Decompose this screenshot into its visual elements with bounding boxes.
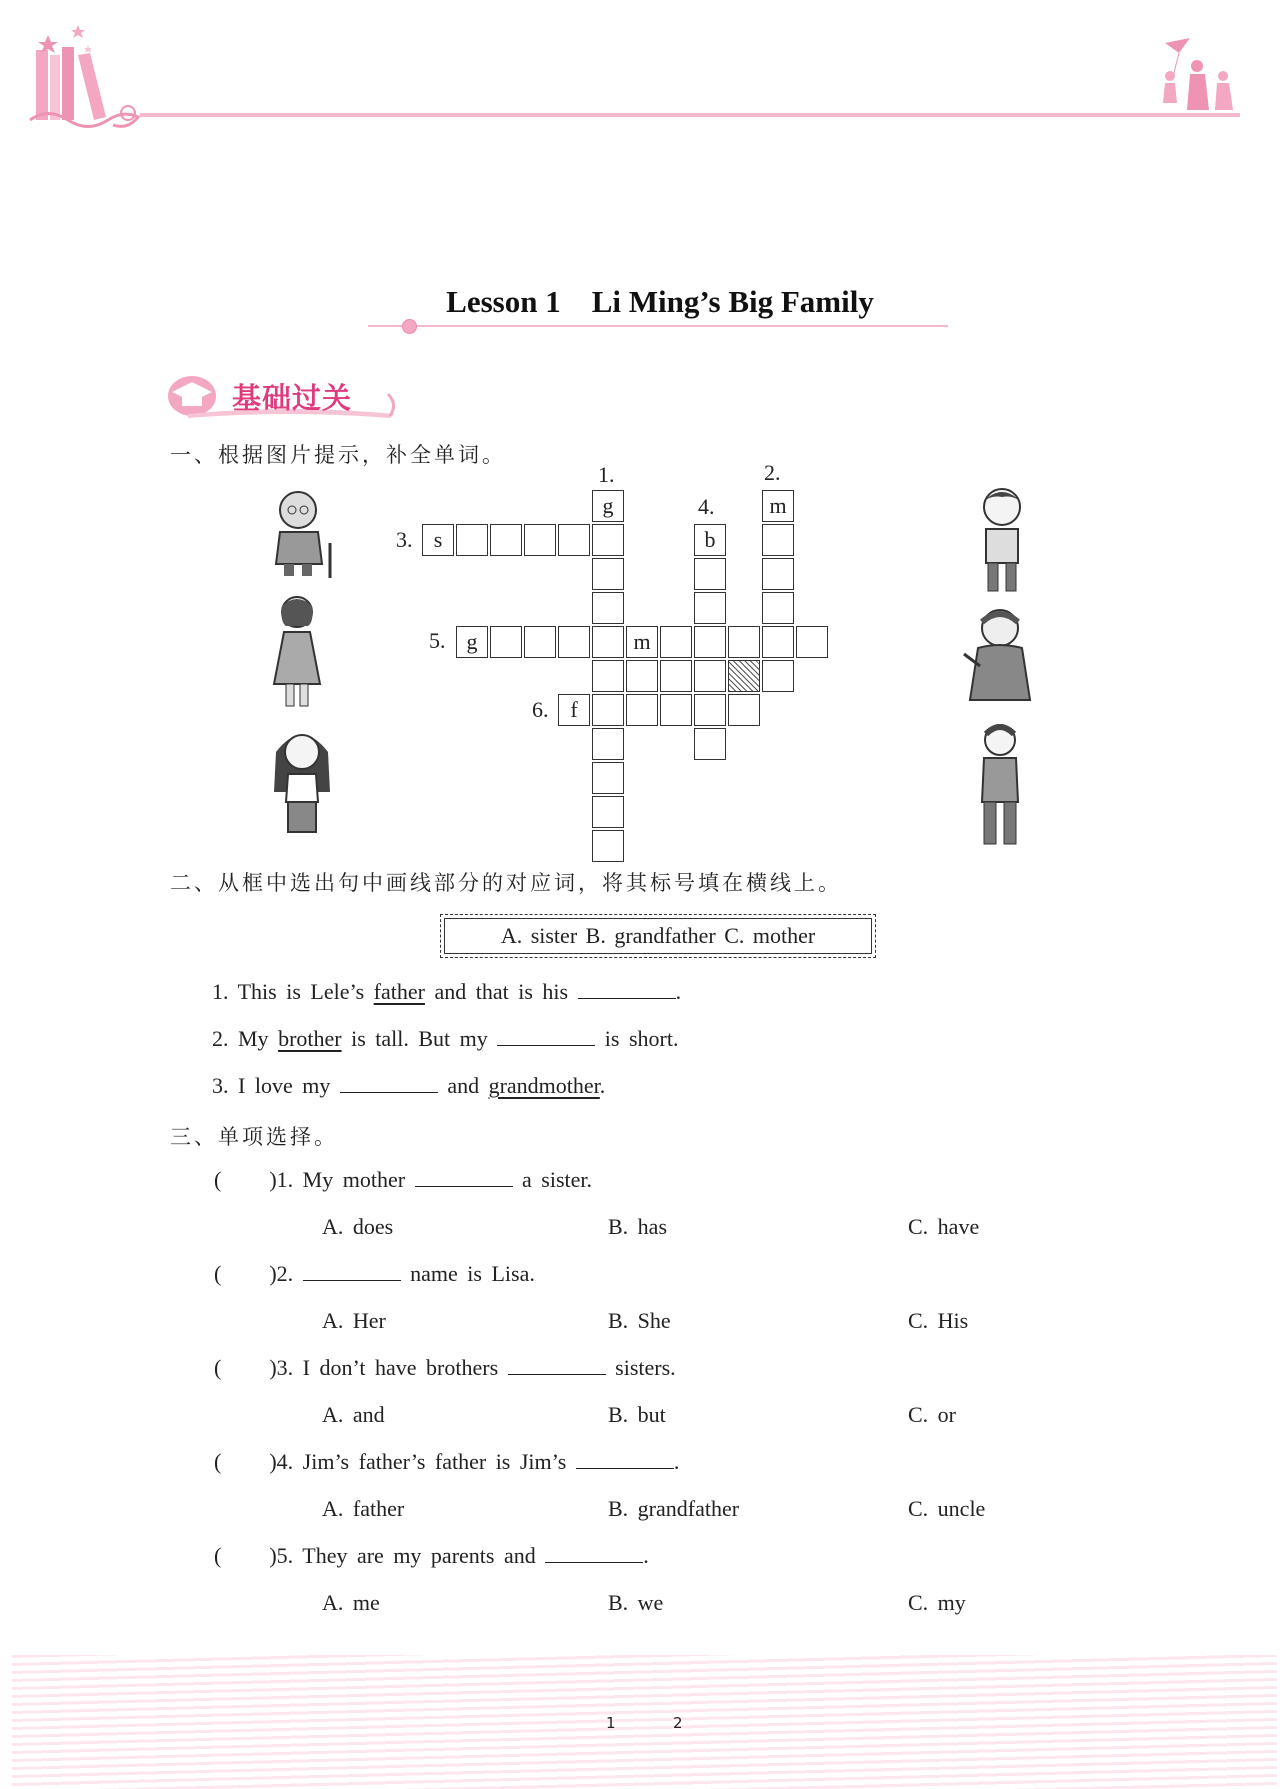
crossword-cell[interactable] — [592, 626, 624, 658]
crossword-cell[interactable]: g — [592, 490, 624, 522]
crossword-cell[interactable] — [762, 524, 794, 556]
clue-number-3: 3. — [396, 527, 413, 552]
crossword-cell[interactable] — [558, 524, 590, 556]
shaded-cell — [728, 660, 760, 692]
boy-figure-icon — [972, 485, 1032, 595]
answer-blank[interactable] — [415, 1168, 513, 1187]
question-stem: )2. — [269, 1261, 294, 1286]
answer-blank[interactable] — [497, 1027, 595, 1046]
books-logo-icon — [28, 25, 158, 135]
option-A[interactable]: A. me — [322, 1590, 380, 1615]
clue-number-2: 2. — [764, 460, 781, 485]
answer-paren[interactable]: ( — [214, 1355, 222, 1380]
crossword-cell[interactable] — [762, 626, 794, 658]
crossword-cell[interactable] — [660, 626, 692, 658]
answer-paren[interactable]: ( — [214, 1167, 222, 1192]
underlined-word: father — [373, 979, 425, 1004]
crossword-cell[interactable] — [694, 660, 726, 692]
footer-band — [12, 1655, 1277, 1789]
answer-blank[interactable] — [576, 1450, 674, 1469]
crossword-cell[interactable] — [558, 626, 590, 658]
crossword-cell[interactable] — [660, 660, 692, 692]
crossword-cell[interactable] — [524, 626, 556, 658]
crossword-cell[interactable] — [592, 558, 624, 590]
girl-figure-icon — [266, 722, 338, 840]
crossword-cell[interactable] — [592, 762, 624, 794]
answer-blank[interactable] — [340, 1074, 438, 1093]
crossword-cell[interactable] — [490, 524, 522, 556]
mcq-question-3: ( )3. I don’t have brothers sisters. — [214, 1355, 676, 1380]
clue-number-5: 5. — [429, 628, 446, 653]
option-B[interactable]: B. has — [608, 1214, 667, 1239]
mcq-question-5: ( )5. They are my parents and . — [214, 1543, 649, 1568]
mcq-question-4: ( )4. Jim’s father’s father is Jim’s . — [214, 1449, 680, 1474]
crossword-cell[interactable] — [694, 592, 726, 624]
p2-sentence-3: 3. I love my and grandmother. — [212, 1073, 606, 1098]
crossword-cell[interactable] — [694, 558, 726, 590]
part2-heading: 二、从框中选出句中画线部分的对应词，将其标号填在横线上。 — [170, 871, 842, 895]
option-C[interactable]: C. have — [908, 1214, 980, 1239]
crossword-cell[interactable] — [660, 694, 692, 726]
crossword-cell[interactable] — [592, 694, 624, 726]
p2-sentence-2: 2. My brother is tall. But my is short. — [212, 1026, 679, 1051]
crossword-cell[interactable] — [762, 660, 794, 692]
crossword-cell[interactable] — [592, 660, 624, 692]
crossword-cell[interactable] — [694, 694, 726, 726]
page-title: Lesson 1 Li Ming’s Big Family — [446, 284, 874, 319]
question-stem: )1. My mother — [269, 1167, 406, 1192]
clue-number-4: 4. — [698, 494, 715, 519]
mcq-question-1: ( )1. My mother a sister. — [214, 1167, 593, 1192]
clue-number-6: 6. — [532, 697, 549, 722]
crossword-cell[interactable] — [592, 524, 624, 556]
answer-paren[interactable]: ( — [214, 1543, 222, 1568]
crossword-cell[interactable] — [592, 830, 624, 862]
crossword-cell[interactable]: b — [694, 524, 726, 556]
crossword-cell[interactable] — [728, 626, 760, 658]
crossword-cell[interactable]: g — [456, 626, 488, 658]
crossword-cell[interactable] — [626, 660, 658, 692]
answer-paren[interactable]: ( — [214, 1261, 222, 1286]
option-B[interactable]: B. She — [608, 1308, 671, 1333]
section-title: 基础过关 — [232, 381, 353, 415]
answer-blank[interactable] — [508, 1356, 606, 1375]
question-stem: )3. I don’t have brothers — [269, 1355, 499, 1380]
part1-heading: 一、根据图片提示，补全单词。 — [170, 443, 506, 467]
crossword-cell[interactable] — [592, 796, 624, 828]
options-box: A. sister B. grandfather C. mother — [440, 914, 876, 958]
crossword-cell[interactable] — [490, 626, 522, 658]
crossword-cell[interactable] — [728, 694, 760, 726]
children-kite-icon — [1155, 38, 1245, 118]
underlined-word: grandmother — [488, 1073, 600, 1098]
question-stem: )5. They are my parents and — [269, 1543, 536, 1568]
crossword-cell[interactable] — [592, 592, 624, 624]
option-C[interactable]: C. uncle — [908, 1496, 986, 1521]
underlined-word: brother — [278, 1026, 342, 1051]
option-B[interactable]: B. we — [608, 1590, 664, 1615]
crossword-cell[interactable]: f — [558, 694, 590, 726]
man-figure-icon — [972, 720, 1028, 850]
crossword-cell[interactable] — [456, 524, 488, 556]
option-A[interactable]: A. father — [322, 1496, 405, 1521]
option-A[interactable]: A. and — [322, 1402, 385, 1427]
part3-heading: 三、单项选择。 — [170, 1125, 338, 1149]
answer-blank[interactable] — [545, 1544, 643, 1563]
answer-blank[interactable] — [303, 1262, 401, 1281]
crossword-cell[interactable] — [796, 626, 828, 658]
crossword-cell[interactable]: m — [626, 626, 658, 658]
clue-number-1: 1. — [598, 462, 615, 487]
option-C[interactable]: C. or — [908, 1402, 956, 1427]
p2-sentence-1: 1. This is Lele’s father and that is his . — [212, 979, 682, 1004]
grandma-figure-icon — [958, 604, 1038, 704]
crossword-cell[interactable]: m — [762, 490, 794, 522]
page-number-left: 1 — [606, 1714, 616, 1732]
crossword-cell[interactable]: s — [422, 524, 454, 556]
header-rule — [140, 113, 1240, 117]
crossword-cell[interactable] — [762, 558, 794, 590]
title-underline — [368, 325, 948, 327]
title-dot — [402, 319, 417, 334]
mcq-question-2: ( )2. name is Lisa. — [214, 1261, 535, 1286]
page-number-right: 2 — [673, 1714, 683, 1732]
crossword-cell[interactable] — [524, 524, 556, 556]
crossword-cell[interactable] — [694, 728, 726, 760]
crossword-cell[interactable] — [762, 592, 794, 624]
option-A[interactable]: A. Her — [322, 1308, 386, 1333]
question-stem: )4. Jim’s father’s father is Jim’s — [269, 1449, 567, 1474]
crossword-cell[interactable] — [626, 694, 658, 726]
option-C[interactable]: C. my — [908, 1590, 966, 1615]
answer-blank[interactable] — [578, 980, 676, 999]
option-B[interactable]: B. grandfather — [608, 1496, 740, 1521]
woman-figure-icon — [262, 592, 332, 712]
option-B[interactable]: B. but — [608, 1402, 666, 1427]
grandpa-figure-icon — [258, 488, 340, 580]
crossword-cell[interactable] — [592, 728, 624, 760]
option-A[interactable]: A. does — [322, 1214, 394, 1239]
option-C[interactable]: C. His — [908, 1308, 969, 1333]
answer-paren[interactable]: ( — [214, 1449, 222, 1474]
crossword-cell[interactable] — [694, 626, 726, 658]
